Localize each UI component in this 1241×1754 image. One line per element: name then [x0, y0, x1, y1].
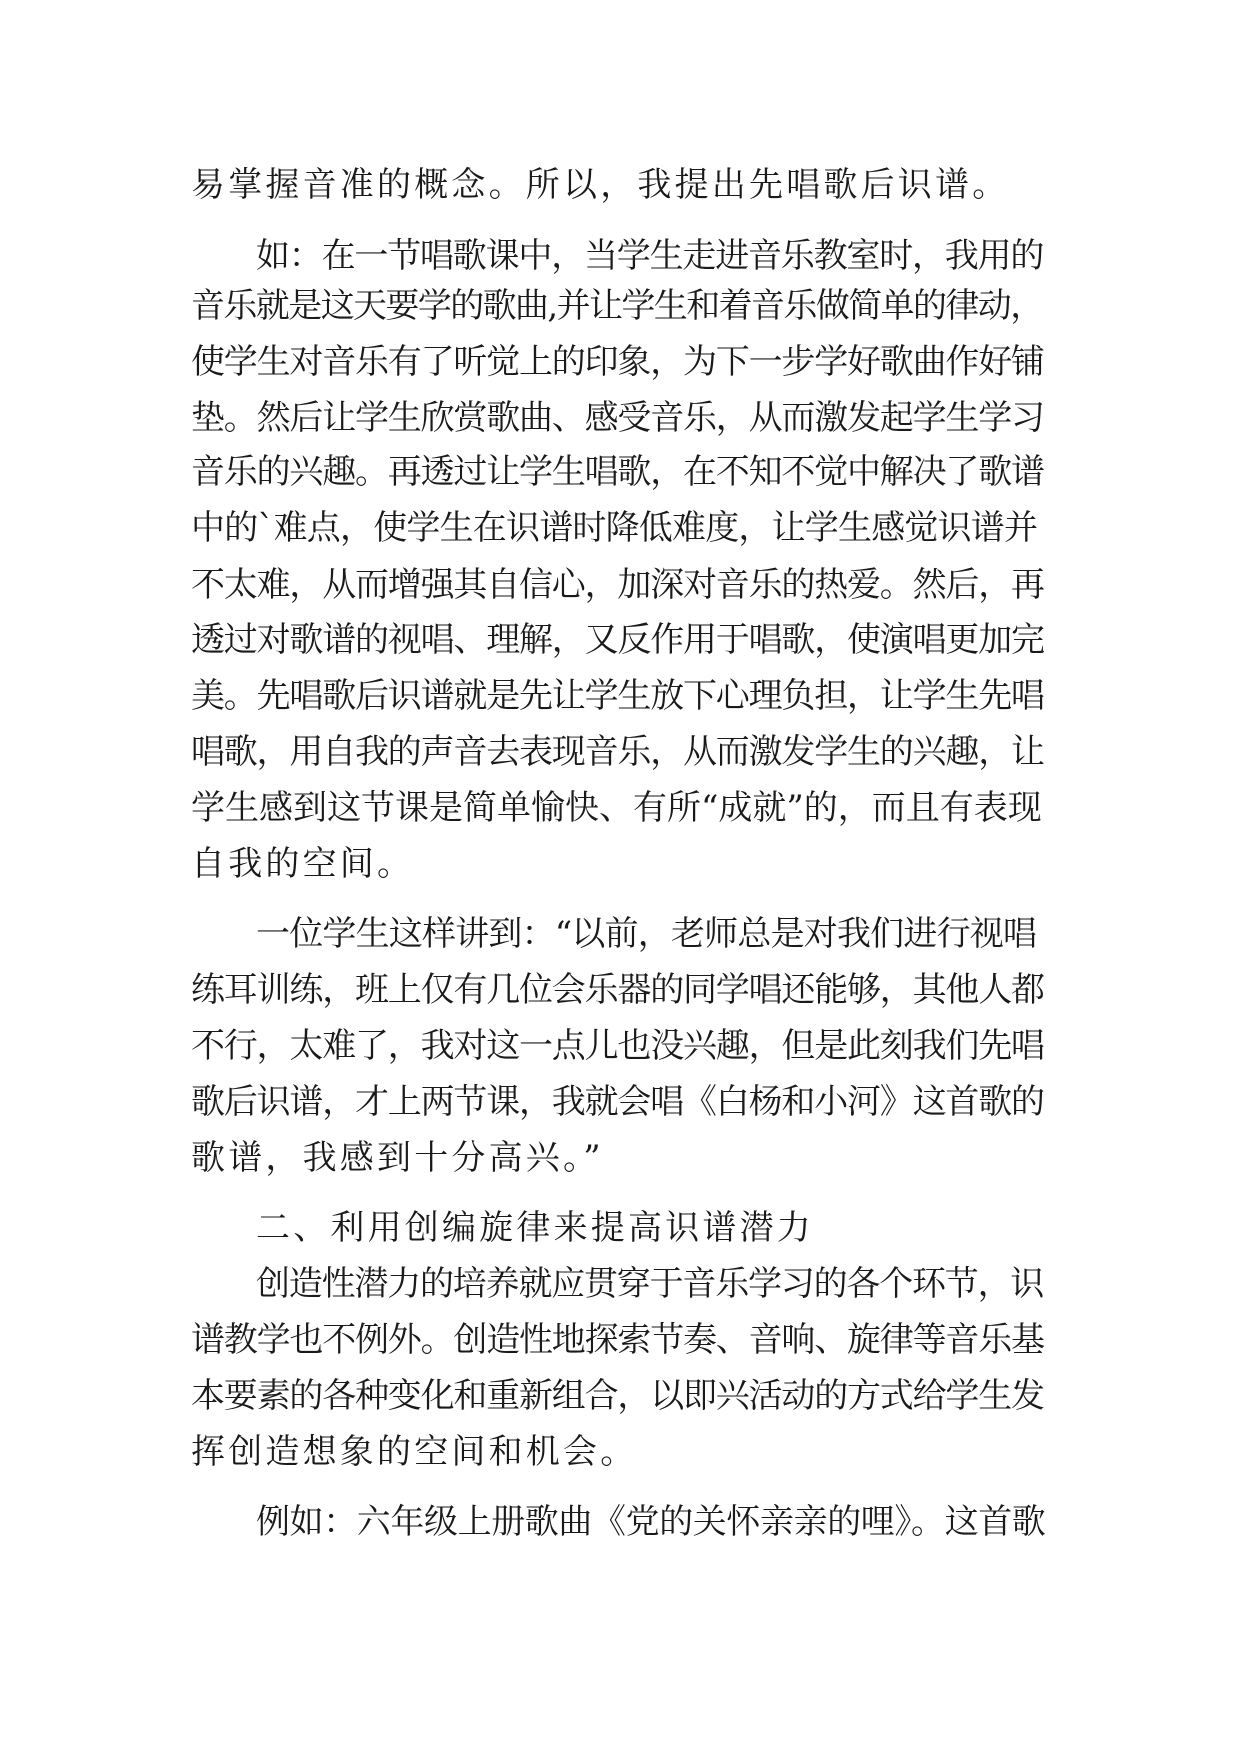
text-line: 歌谱，我感到十分高兴。” — [191, 1138, 604, 1178]
paragraph-start: 创造性潜力的培养就应贯穿于音乐学习的各个环节，识 — [256, 1264, 1044, 1304]
paragraph-start: 例如：六年级上册歌曲《党的关怀亲亲的哩》。这首歌 — [256, 1502, 1046, 1542]
text-line: 谱教学也不例外。创造性地探索节奏、音响、旋律等音乐基 — [191, 1320, 1044, 1360]
text-line: 练耳训练，班上仅有几位会乐器的同学唱还能够，其他人都 — [191, 970, 1044, 1010]
text-line: 不行，太难了，我对这一点儿也没兴趣，但是此刻我们先唱 — [191, 1026, 1044, 1066]
text-line: 挥创造想象的空间和机会。 — [191, 1432, 638, 1472]
text-line: 易掌握音准的概念。所以，我提出先唱歌后识谱。 — [191, 165, 1010, 205]
text-line: 学生感到这节课是简单愉快、有所“成就”的，而且有表现 — [191, 788, 1042, 828]
paragraph-start: 如：在一节唱歌课中，当学生走进音乐教室时，我用的 — [256, 236, 1044, 276]
text-line: 歌后识谱，才上两节课，我就会唱《白杨和小河》这首歌的 — [191, 1082, 1044, 1122]
paragraph-start: 一位学生这样讲到：“以前，老师总是对我们进行视唱 — [256, 914, 1037, 954]
text-line: 音乐的兴趣。再透过让学生唱歌，在不知不觉中解决了歌谱 — [191, 452, 1044, 492]
text-line: 不太难，从而增强其自信心，加深对音乐的热爱。然后，再 — [191, 565, 1044, 605]
text-line: 自我的空间。 — [191, 844, 415, 884]
text-line: 音乐就是这天要学的歌曲,并让学生和着音乐做简单的律动， — [191, 286, 1043, 326]
section-heading: 二、利用创编旋律来提高识谱潜力 — [256, 1208, 814, 1248]
text-line: 美。先唱歌后识谱就是先让学生放下心理负担，让学生先唱 — [191, 676, 1044, 716]
text-line: 使学生对音乐有了听觉上的印象，为下一步学好歌曲作好铺 — [191, 342, 1044, 382]
text-line: 垫。然后让学生欣赏歌曲、感受音乐，从而激发起学生学习 — [191, 398, 1044, 438]
text-line: 中的`难点，使学生在识谱时降低难度，让学生感觉识谱并 — [191, 508, 1038, 548]
text-line: 本要素的各种变化和重新组合，以即兴活动的方式给学生发 — [191, 1376, 1044, 1416]
text-line: 唱歌，用自我的声音去表现音乐，从而激发学生的兴趣，让 — [191, 732, 1044, 772]
text-line: 透过对歌谱的视唱、理解，又反作用于唱歌，使演唱更加完 — [191, 620, 1044, 660]
